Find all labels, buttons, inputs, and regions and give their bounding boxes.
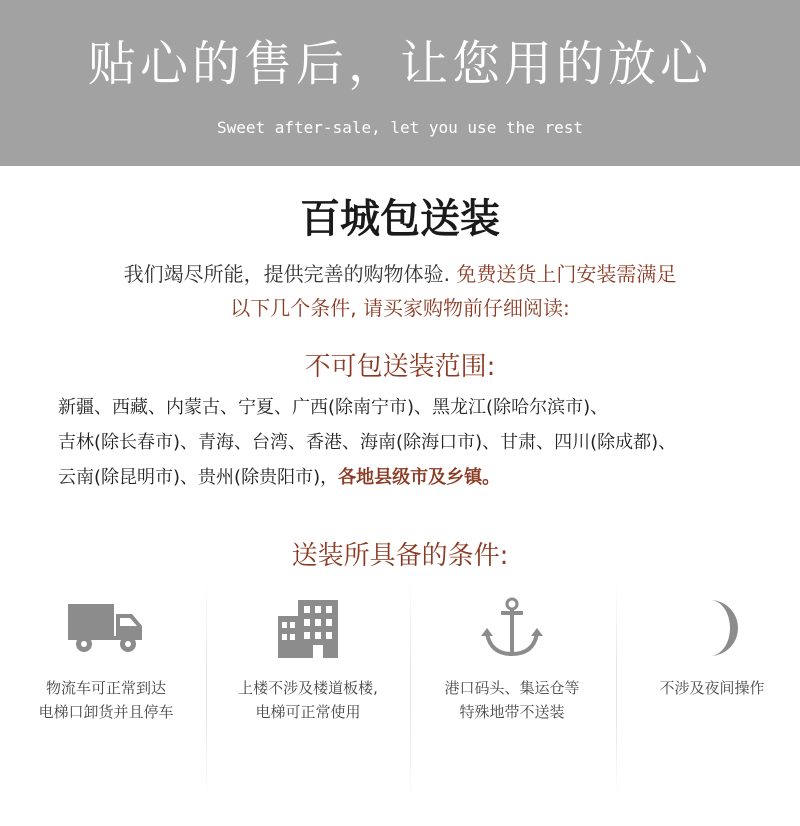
- intro-line-1-plain: 我们竭尽所能，提供完善的购物体验.: [123, 262, 457, 286]
- excluded-line-2: 吉林(除长春市)、青海、台湾、香港、海南(除海口市)、甘肃、四川(除成都)、: [58, 432, 677, 453]
- intro-line-2: 以下几个条件, 请买家购物前仔细阅读:: [230, 296, 570, 320]
- banner-subtitle: Sweet after-sale, let you use the rest: [216, 118, 584, 137]
- condition-label: [412, 676, 612, 724]
- intro-text: [0, 257, 800, 325]
- condition-label-line-1: 物流车可正常到达: [45, 679, 166, 697]
- banner-title: 贴心的售后，让您用的放心: [87, 36, 712, 92]
- excluded-line-3-plain: 云南(除昆明市)、贵州(除贵阳市)，: [58, 467, 339, 488]
- condition-item-moon: [612, 580, 800, 810]
- condition-label-line-2: 电梯可正常使用: [255, 703, 361, 721]
- excluded-regions: [58, 390, 790, 495]
- condition-label-line-2: 特殊地带不送装: [459, 703, 565, 721]
- header-banner: [0, 0, 800, 166]
- excluded-line-3-highlight: 各地县级市及乡镇。: [338, 467, 501, 488]
- column-divider: [410, 580, 411, 800]
- condition-label: [6, 676, 206, 724]
- excluded-line-1: 新疆、西藏、内蒙古、宁夏、广西(除南宁市)、黑龙江(除哈尔滨市)、: [58, 397, 609, 418]
- anchor-icon: [412, 596, 612, 666]
- condition-label-line-1: 不涉及夜间操作: [659, 679, 765, 697]
- intro-line-1-highlight: 免费送货上门安装需满足: [456, 262, 677, 286]
- conditions-title: 送装所具备的条件:: [291, 541, 509, 571]
- condition-label-line-1: 港口码头、集运仓等: [444, 679, 580, 697]
- column-divider: [206, 580, 207, 800]
- building-icon: [208, 596, 408, 666]
- excluded-title: 不可包送装范围:: [304, 352, 496, 382]
- condition-label: [208, 676, 408, 724]
- moon-icon: [612, 596, 800, 666]
- condition-item-anchor: [412, 580, 612, 810]
- condition-label-line-2: 电梯口卸货并且停车: [38, 703, 174, 721]
- intro-line-1: [0, 257, 800, 291]
- conditions-grid: [0, 580, 800, 810]
- condition-item-truck: [6, 580, 206, 810]
- truck-icon: [6, 596, 206, 666]
- condition-label-line-1: 上楼不涉及楼道板楼,: [238, 679, 378, 697]
- condition-item-building: [208, 580, 408, 810]
- page-heading: 百城包送装: [300, 196, 500, 242]
- excluded-line-3: [58, 460, 790, 495]
- condition-label: [612, 676, 800, 700]
